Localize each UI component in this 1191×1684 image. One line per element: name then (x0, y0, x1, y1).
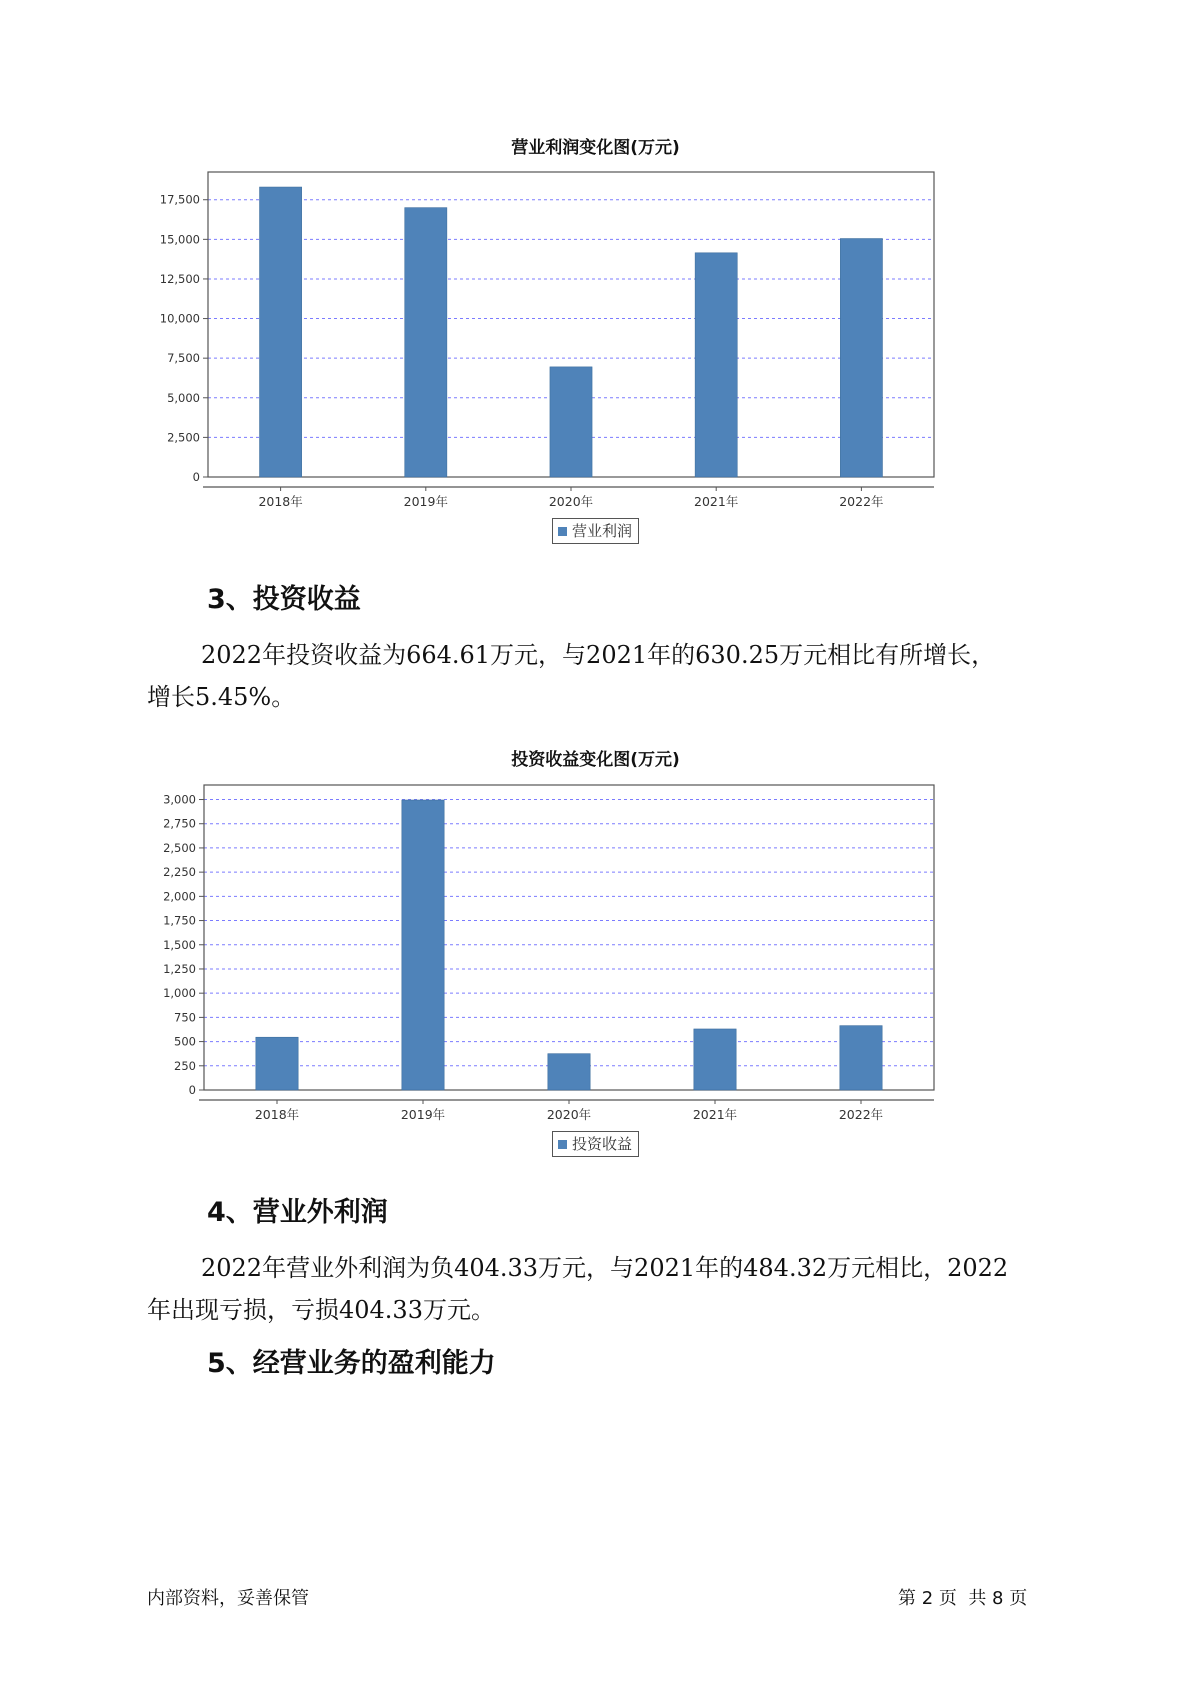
y-tick-label: 2,750 (163, 816, 196, 831)
section-4-line-2: 年出现亏损，亏损404.33万元。 (147, 1296, 495, 1324)
y-tick-label: 7,500 (167, 351, 200, 366)
chart-2-title: 投资收益变化图(万元) (511, 750, 680, 770)
bar-2021年 (694, 1029, 736, 1090)
x-tick-label: 2022年 (839, 494, 884, 509)
y-tick-label: 750 (174, 1010, 196, 1025)
bar-2022年 (840, 239, 882, 477)
x-tick-label: 2019年 (403, 494, 448, 509)
section-4-heading: 4、营业外利润 (207, 1197, 388, 1228)
y-tick-label: 2,500 (163, 840, 196, 855)
section-3-heading: 3、投资收益 (207, 584, 361, 615)
chart-1-title: 营业利润变化图(万元) (511, 138, 680, 158)
section-5-heading: 5、经营业务的盈利能力 (207, 1348, 496, 1379)
bar-2018年 (260, 187, 302, 477)
plot-frame (204, 785, 934, 1090)
footer-confidential-note: 内部资料，妥善保管 (147, 1588, 309, 1609)
chart-1-legend (552, 518, 639, 544)
bar-2021年 (695, 253, 737, 477)
bar-2020年 (550, 367, 592, 477)
bar-2019年 (402, 800, 444, 1090)
chart-2-legend-label: 投资收益 (572, 1135, 633, 1153)
x-tick-label: 2020年 (548, 494, 594, 509)
bar-2019年 (405, 208, 447, 477)
x-tick-label: 2021年 (692, 1107, 738, 1122)
section-3-paragraph (147, 634, 1077, 718)
y-tick-label: 1,250 (163, 961, 196, 976)
x-tick-label: 2022年 (838, 1107, 884, 1122)
y-tick-label: 250 (174, 1058, 196, 1073)
x-tick-label: 2020年 (546, 1107, 592, 1122)
y-tick-label: 10,000 (159, 311, 200, 326)
section-3-line-1: 2022年投资收益为664.61万元，与2021年的630.25万元相比有所增长， (201, 641, 996, 669)
bar-2022年 (840, 1026, 882, 1090)
y-tick-label: 17,500 (159, 192, 200, 207)
chart-2-legend (552, 1131, 639, 1157)
y-tick-label: 1,750 (163, 913, 196, 928)
y-tick-label: 1,500 (163, 937, 196, 952)
x-tick-label: 2018年 (258, 494, 303, 509)
section-3-line-2: 增长5.45%。 (147, 683, 296, 711)
chart-1 (150, 165, 1020, 515)
y-tick-label: 5,000 (167, 390, 200, 405)
y-tick-label: 3,000 (163, 792, 196, 807)
legend-swatch (558, 527, 567, 536)
y-tick-label: 12,500 (159, 271, 200, 286)
bar-2020年 (548, 1054, 590, 1090)
x-tick-label: 2021年 (694, 494, 739, 509)
footer-page-number: 第 2 页 共 8 页 (898, 1588, 1028, 1609)
x-tick-label: 2019年 (400, 1107, 446, 1122)
bar-2018年 (256, 1037, 298, 1090)
y-tick-label: 15,000 (159, 232, 200, 247)
y-tick-label: 500 (174, 1034, 196, 1049)
section-4-line-1: 2022年营业外利润为负404.33万元，与2021年的484.32万元相比，2022 (201, 1254, 1009, 1282)
y-tick-label: 2,500 (167, 430, 200, 445)
y-tick-label: 2,000 (163, 889, 196, 904)
y-tick-label: 2,250 (163, 865, 196, 880)
y-tick-label: 1,000 (163, 986, 196, 1001)
y-tick-label: 0 (192, 470, 200, 484)
section-4-paragraph (147, 1247, 1077, 1331)
legend-swatch (558, 1140, 567, 1149)
y-tick-label: 0 (188, 1083, 196, 1097)
chart-1-legend-label: 营业利润 (572, 522, 633, 540)
chart-2 (150, 778, 1020, 1128)
x-tick-label: 2018年 (254, 1107, 300, 1122)
